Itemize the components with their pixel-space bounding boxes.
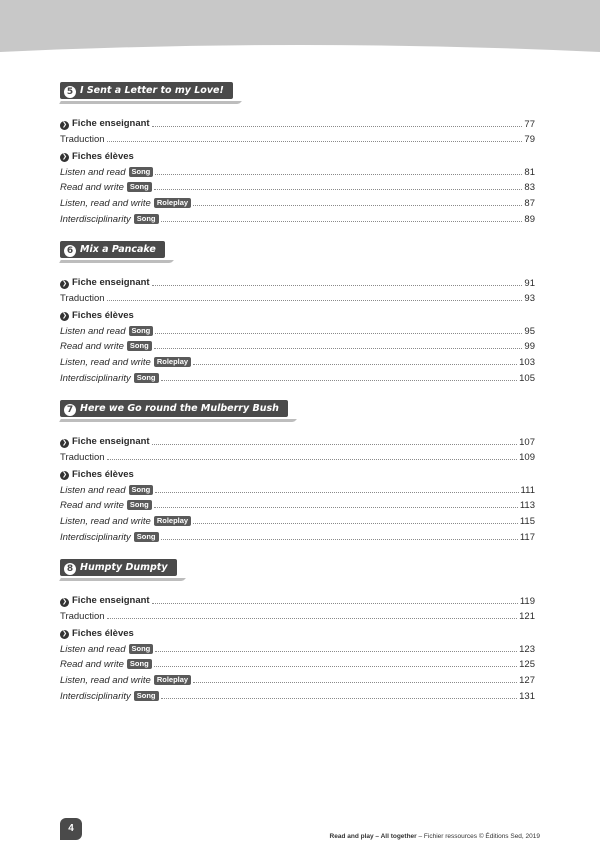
toc-row-label (60, 611, 105, 622)
toc-row[interactable] (60, 591, 535, 607)
toc-row[interactable] (60, 655, 535, 671)
section-banner (60, 82, 233, 99)
dot-leader (107, 459, 518, 460)
subheading-label: Fiches élèves (72, 310, 134, 322)
toc-row-text: Fiche enseignant (72, 594, 150, 606)
dot-leader (161, 380, 518, 381)
toc-row-label (60, 659, 152, 670)
activity-type-badge: Roleplay (154, 198, 191, 208)
dot-leader (152, 126, 523, 127)
toc-row-label (60, 277, 150, 289)
toc-row[interactable] (60, 178, 535, 194)
toc-row-text: Listen, read and write (60, 197, 151, 209)
dot-leader (154, 507, 518, 508)
activity-type-badge: Song (129, 644, 154, 654)
section-number: 7 (64, 404, 76, 416)
toc-row[interactable] (60, 289, 535, 305)
toc-row-text: Read and write (60, 341, 124, 353)
toc-row-text: Listen and read (60, 325, 126, 337)
toc-row-text: Interdisciplinarity (60, 531, 131, 543)
toc-row-text: Read and write (60, 500, 124, 512)
arrow-circle-icon: ❯ (61, 121, 68, 128)
toc-section (60, 557, 535, 702)
page-reference: 99 (524, 341, 535, 353)
subheading-label: Fiches élèves (72, 628, 134, 640)
subheading-label: Fiches élèves (72, 469, 134, 481)
section-banner (60, 559, 177, 576)
toc-row-text: Traduction (60, 293, 105, 305)
toc-row-label (60, 341, 152, 352)
activity-type-badge: Song (127, 500, 152, 510)
toc-row-label (60, 516, 191, 527)
page-reference: 93 (524, 293, 535, 305)
page-reference: 95 (524, 325, 535, 337)
activity-type-badge: Song (134, 373, 159, 383)
page-reference: 79 (524, 134, 535, 146)
dot-leader (154, 348, 523, 349)
toc-section (60, 80, 535, 225)
subheading (60, 463, 535, 480)
toc-row[interactable] (60, 527, 535, 543)
activity-type-badge: Roleplay (154, 675, 191, 685)
toc-row[interactable] (60, 352, 535, 368)
dot-leader (154, 666, 517, 667)
toc-row-label (60, 436, 150, 448)
dot-leader (155, 333, 522, 334)
toc-row[interactable] (60, 193, 535, 209)
toc-row-label (60, 644, 153, 655)
toc-row-label (60, 357, 191, 368)
toc-row[interactable] (60, 480, 535, 496)
dot-leader (152, 285, 523, 286)
dot-leader (107, 300, 523, 301)
activity-type-badge: Song (129, 485, 154, 495)
dot-leader (152, 444, 518, 445)
toc-row-label (60, 134, 105, 145)
arrow-circle-icon: ❯ (61, 313, 68, 320)
dot-leader (107, 618, 518, 619)
toc-row-text: Listen, read and write (60, 674, 151, 686)
toc-row-text: Listen, read and write (60, 356, 151, 368)
activity-type-badge: Song (127, 341, 152, 351)
footer-book-title: Read and play – All together (329, 833, 417, 840)
page-reference: 87 (524, 197, 535, 209)
toc-section (60, 398, 535, 543)
dot-leader (152, 603, 518, 604)
toc-row[interactable] (60, 432, 535, 448)
footer-credit (330, 833, 540, 840)
section-banner (60, 241, 165, 258)
page-reference: 123 (519, 643, 535, 655)
arrow-circle-icon: ❯ (61, 439, 68, 446)
activity-type-badge: Song (134, 691, 159, 701)
page-reference: 111 (520, 484, 535, 496)
toc-entries (60, 432, 535, 543)
page-reference: 131 (519, 690, 535, 702)
dot-leader (161, 539, 518, 540)
toc-row-label (60, 198, 191, 209)
section-title: Mix a Pancake (80, 244, 156, 255)
activity-type-badge: Song (127, 659, 152, 669)
activity-type-badge: Song (129, 167, 154, 177)
dot-leader (193, 523, 518, 524)
toc-row-label (60, 373, 159, 384)
toc-row-label (60, 118, 150, 130)
toc-row-text: Traduction (60, 611, 105, 623)
page-reference: 127 (519, 674, 535, 686)
activity-type-badge: Roleplay (154, 516, 191, 526)
toc-row[interactable] (60, 686, 535, 702)
arrow-circle-icon: ❯ (61, 631, 68, 638)
toc-row-text: Fiche enseignant (72, 276, 150, 288)
subheading (60, 145, 535, 162)
toc-row-label (60, 691, 159, 702)
dot-leader (107, 141, 523, 142)
toc-entries (60, 273, 535, 384)
toc-row-label (60, 293, 105, 304)
section-number: 6 (64, 245, 76, 257)
toc-row-label (60, 326, 153, 337)
page-reference: 113 (519, 500, 535, 512)
toc-row-text: Fiche enseignant (72, 435, 150, 447)
toc-row-label (60, 167, 153, 178)
dot-leader (155, 492, 518, 493)
section-title: I Sent a Letter to my Love! (80, 85, 224, 96)
dot-leader (161, 221, 523, 222)
page-number-badge: 4 (60, 818, 82, 840)
dot-leader (193, 205, 522, 206)
page-reference: 89 (524, 213, 535, 225)
activity-type-badge: Song (134, 532, 159, 542)
toc-row[interactable] (60, 368, 535, 384)
page-reference: 91 (524, 277, 535, 289)
activity-type-badge: Song (129, 326, 154, 336)
toc-section (60, 239, 535, 384)
toc-row[interactable] (60, 607, 535, 623)
dot-leader (161, 698, 518, 699)
page-reference: 77 (524, 118, 535, 130)
footer-publisher: – Fichier ressources © Éditions Sed, 2019 (416, 833, 540, 840)
arrow-circle-icon: ❯ (61, 598, 68, 605)
page-reference: 119 (519, 595, 535, 607)
toc-row-text: Interdisciplinarity (60, 213, 131, 225)
page-reference: 83 (524, 182, 535, 194)
arrow-circle-icon: ❯ (61, 154, 68, 161)
toc-row[interactable] (60, 639, 535, 655)
section-title: Here we Go round the Mulberry Bush (80, 403, 279, 414)
section-number: 8 (64, 563, 76, 575)
toc-row[interactable] (60, 209, 535, 225)
dot-leader (193, 682, 517, 683)
toc-row-text: Fiche enseignant (72, 117, 150, 129)
toc-row-text: Interdisciplinarity (60, 372, 131, 384)
section-title: Humpty Dumpty (80, 562, 168, 573)
subheading-label: Fiches élèves (72, 151, 134, 163)
toc-row-text: Traduction (60, 452, 105, 464)
toc-row-text: Traduction (60, 134, 105, 146)
toc-row-label (60, 214, 159, 225)
activity-type-badge: Roleplay (154, 357, 191, 367)
toc-row[interactable] (60, 321, 535, 337)
toc-row[interactable] (60, 511, 535, 527)
page-reference: 109 (519, 452, 535, 464)
toc-row-text: Listen and read (60, 166, 126, 178)
toc-row[interactable] (60, 114, 535, 130)
toc-row-label (60, 532, 159, 543)
page-reference: 121 (519, 611, 535, 623)
toc-row[interactable] (60, 337, 535, 353)
toc-row-text: Read and write (60, 182, 124, 194)
page-reference: 125 (519, 659, 535, 671)
arrow-circle-icon: ❯ (61, 472, 68, 479)
dot-leader (155, 651, 517, 652)
subheading (60, 622, 535, 639)
toc-row[interactable] (60, 448, 535, 464)
page-reference: 105 (519, 372, 535, 384)
toc-row[interactable] (60, 130, 535, 146)
toc-row-text: Listen, read and write (60, 515, 151, 527)
section-banner (60, 400, 288, 417)
toc-row-text: Interdisciplinarity (60, 690, 131, 702)
toc-row-label (60, 452, 105, 463)
dot-leader (154, 189, 523, 190)
toc-row-text: Listen and read (60, 643, 126, 655)
section-number: 5 (64, 86, 76, 98)
toc-row[interactable] (60, 162, 535, 178)
toc-row-label (60, 500, 152, 511)
toc-row[interactable] (60, 496, 535, 512)
toc-row-label (60, 595, 150, 607)
activity-type-badge: Song (134, 214, 159, 224)
dot-leader (155, 174, 522, 175)
toc-row-label (60, 675, 191, 686)
toc-entries (60, 591, 535, 702)
top-decorative-band (0, 0, 600, 62)
toc-row-text: Listen and read (60, 484, 126, 496)
toc-row-label (60, 182, 152, 193)
page-reference: 103 (519, 356, 535, 368)
toc-row-text: Read and write (60, 659, 124, 671)
page-reference: 115 (519, 515, 535, 527)
activity-type-badge: Song (127, 182, 152, 192)
page-reference: 107 (519, 436, 535, 448)
toc-row[interactable] (60, 273, 535, 289)
toc-row[interactable] (60, 670, 535, 686)
subheading (60, 304, 535, 321)
page-reference: 81 (524, 166, 535, 178)
page-reference: 117 (519, 531, 535, 543)
dot-leader (193, 364, 517, 365)
toc-row-label (60, 485, 153, 496)
toc-entries (60, 114, 535, 225)
arrow-circle-icon: ❯ (61, 280, 68, 287)
